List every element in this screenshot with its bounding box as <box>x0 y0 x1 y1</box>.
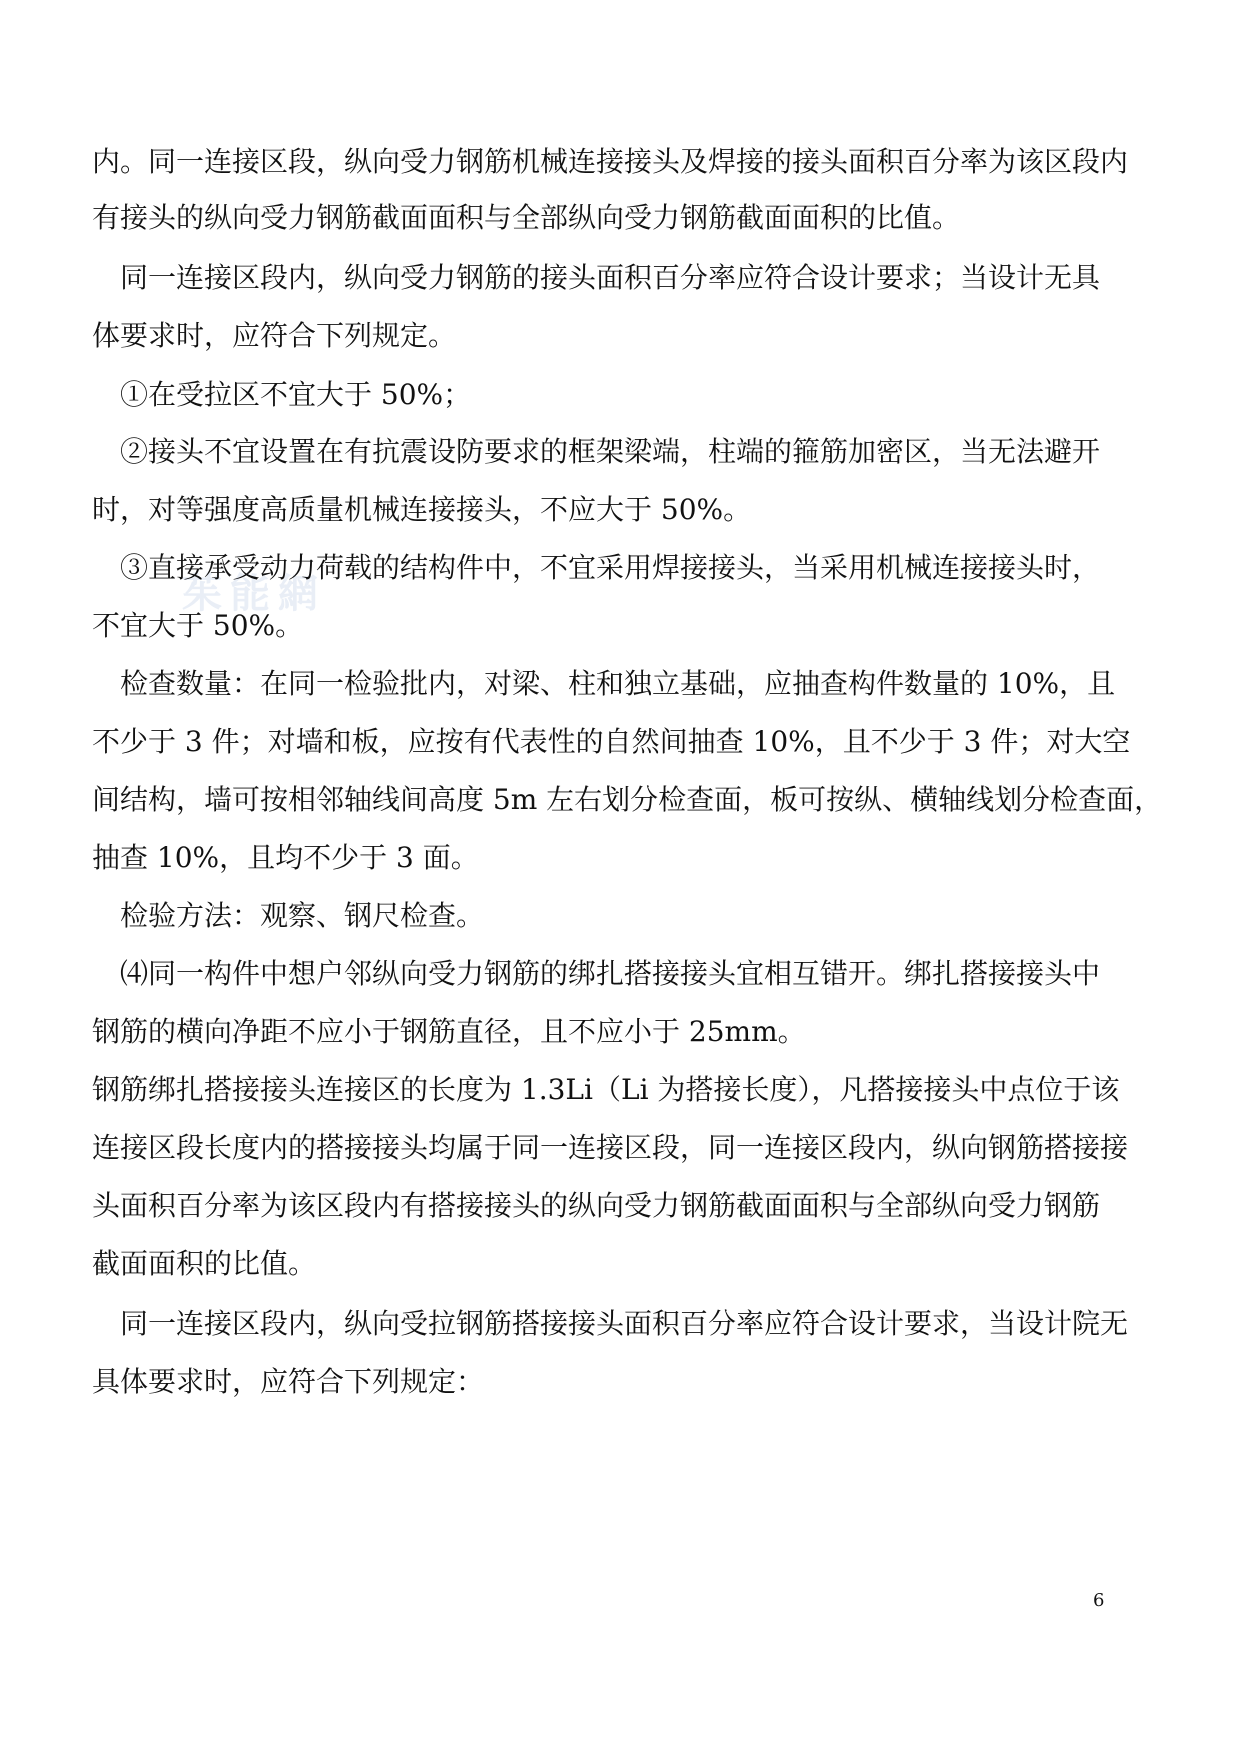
page-number: 6 <box>1093 1590 1105 1611</box>
text-line: 钢筋的横向净距不应小于钢筋直径，且不应小于 25mm。 <box>92 1015 806 1048</box>
text-line: ①在受拉区不宜大于 50%； <box>92 378 472 411</box>
text-line: 具体要求时，应符合下列规定： <box>92 1365 485 1398</box>
text-line: 截面面积的比值。 <box>92 1247 317 1280</box>
text-line: 体要求时，应符合下列规定。 <box>92 319 457 352</box>
text-line: 不宜大于 50%。 <box>92 609 304 642</box>
text-line: 检验方法：观察、钢尺检查。 <box>92 899 485 932</box>
watermark: 茱能網 <box>182 570 326 617</box>
text-line: 钢筋绑扎搭接接头连接区的长度为 1.3Li（Li 为搭接长度），凡搭接接头中点位于该 <box>92 1073 1120 1106</box>
text-line: 有接头的纵向受力钢筋截面面积与全部纵向受力钢筋截面面积的比值。 <box>92 201 961 234</box>
text-line: 头面积百分率为该区段内有搭接接头的纵向受力钢筋截面面积与全部纵向受力钢筋 <box>92 1189 1101 1222</box>
text-line: ⑷同一构件中想户邻纵向受力钢筋的绑扎搭接接头宜相互错开。绑扎搭接接头中 <box>92 957 1101 990</box>
text-line: 抽查 10%，且均不少于 3 面。 <box>92 841 479 874</box>
text-line: 内。同一连接区段，纵向受力钢筋机械连接接头及焊接的接头面积百分率为该区段内 <box>92 145 1129 178</box>
text-line: ②接头不宜设置在有抗震设防要求的框架梁端，柱端的箍筋加密区，当无法避开 <box>92 435 1101 468</box>
text-line: ③直接承受动力荷载的结构件中，不宜采用焊接接头，当采用机械连接接头时， <box>92 551 1101 584</box>
text-line: 连接区段长度内的搭接接头均属于同一连接区段，同一连接区段内，纵向钢筋搭接接 <box>92 1131 1129 1164</box>
text-line: 时，对等强度高质量机械连接接头，不应大于 50%。 <box>92 493 752 526</box>
text-line: 间结构，墙可按相邻轴线间高度 5m 左右划分检查面，板可按纵、横轴线划分检查面， <box>92 783 1162 816</box>
text-line: 同一连接区段内，纵向受拉钢筋搭接接头面积百分率应符合设计要求，当设计院无 <box>92 1307 1129 1340</box>
text-line: 同一连接区段内，纵向受力钢筋的接头面积百分率应符合设计要求；当设计无具 <box>92 261 1101 294</box>
text-line: 不少于 3 件；对墙和板，应按有代表性的自然间抽查 10%，且不少于 3 件；对大空 <box>92 725 1131 758</box>
text-line: 检查数量：在同一检验批内，对梁、柱和独立基础，应抽查构件数量的 10%，且 <box>92 667 1116 700</box>
